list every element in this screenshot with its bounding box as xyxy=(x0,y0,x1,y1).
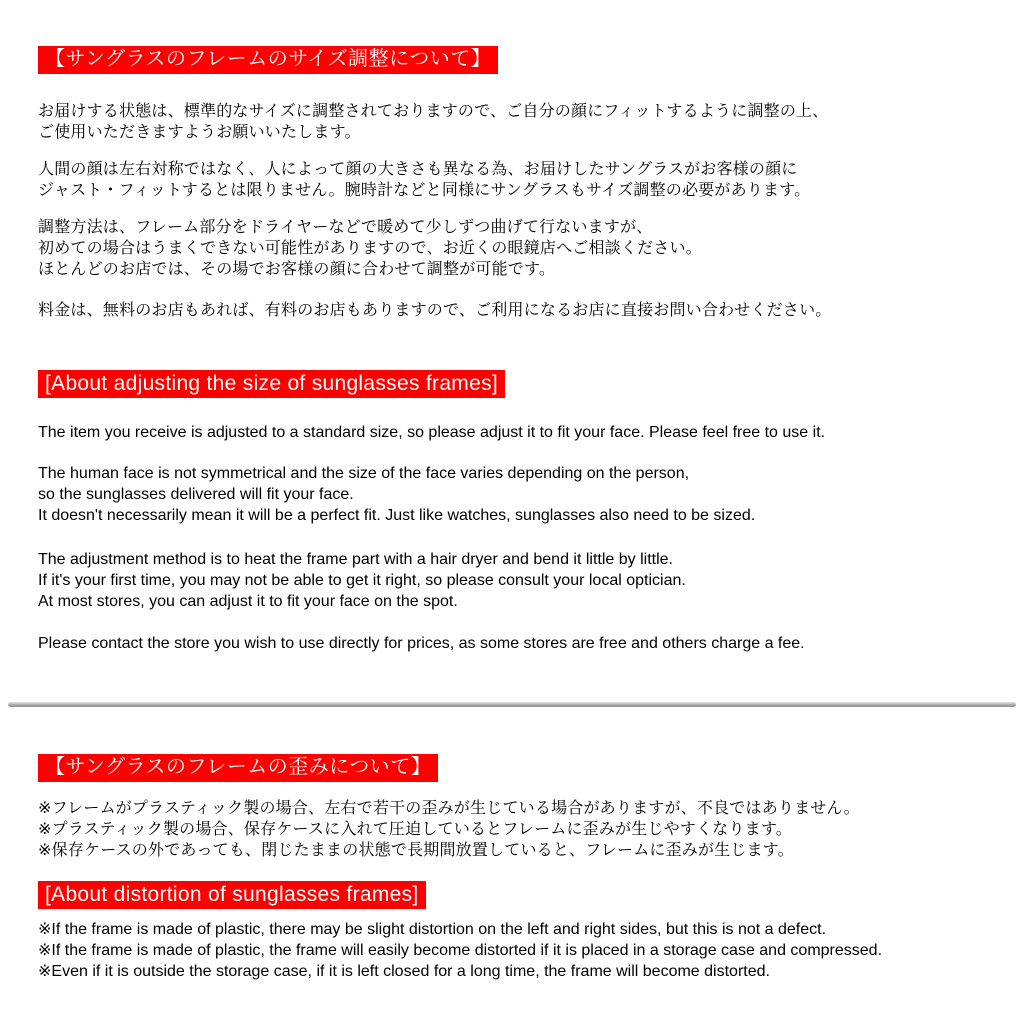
en-heading2-wrapper xyxy=(38,881,1004,909)
en-distortion-notes xyxy=(38,919,1004,982)
text-line: The human face is not symmetrical and the size of the face varies depending on the person, xyxy=(38,465,690,482)
text-line: 初めての場合はうまくできない可能性がありますので、お近くの眼鏡店へご相談ください。 xyxy=(38,240,702,257)
distortion-jp-heading: 【サングラスのフレームの歪みについて】 xyxy=(38,754,438,782)
jp-paragraph-face-symmetry xyxy=(38,159,1004,201)
text-line: The adjustment method is to heat the frame part with a hair dryer and bend it little by little. xyxy=(38,551,673,568)
text-line: If it's your first time, you may not be able to get it right, so please consult your local optician. xyxy=(38,572,686,589)
text-line: ほとんどのお店では、その場でお客様の顔に合わせて調整が可能です。 xyxy=(38,261,556,278)
note-line: ※If the frame is made of plastic, there may be slight distortion on the left and right sides, but this is not a defect. xyxy=(38,921,827,938)
size-adjustment-jp-heading: 【サングラスのフレームのサイズ調整について】 xyxy=(38,46,498,74)
jp-paragraph-adjustment-method xyxy=(38,217,1004,280)
note-line: ※フレームがプラスティック製の場合、左右で若干の歪みが生じている場合がありますが、不良ではありません。 xyxy=(38,800,860,817)
text-line: 料金は、無料のお店もあれば、有料のお店もありますので、ご利用になるお店に直接お問い合わせください。 xyxy=(38,302,832,319)
jp-paragraph-fees xyxy=(38,300,1004,321)
note-line: ※保存ケースの外であっても、閉じたままの状態で長期間放置していると、フレームに歪みが生じます。 xyxy=(38,842,794,859)
jp-heading2-wrapper xyxy=(38,754,1004,782)
jp-distortion-notes xyxy=(38,798,1004,861)
distortion-en-heading: [About distortion of sunglasses frames] xyxy=(38,881,426,909)
text-line: 調整方法は、フレーム部分をドライヤーなどで暖めて少しずつ曲げて行ないますが、 xyxy=(38,219,653,236)
en-paragraph-delivery-state xyxy=(38,422,1004,443)
note-line: ※Even if it is outside the storage case, if it is left closed for a long time, the frame will become distorted. xyxy=(38,963,770,980)
note-line: ※If the frame is made of plastic, the frame will easily become distorted if it is placed in a storage case and compressed. xyxy=(38,942,883,959)
text-line: It doesn't necessarily mean it will be a perfect fit. Just like watches, sunglasses also need to be sized. xyxy=(38,507,756,524)
distortion-section xyxy=(0,754,1024,982)
text-line: Please contact the store you wish to use directly for prices, as some stores are free and others charge a fee. xyxy=(38,635,805,652)
en-paragraph-adjustment-method xyxy=(38,549,1004,612)
en-heading-wrapper xyxy=(38,370,1004,398)
section-divider xyxy=(8,702,1016,707)
note-line: ※プラスティック製の場合、保存ケースに入れて圧迫しているとフレームに歪みが生じやすくなります。 xyxy=(38,821,793,838)
text-line: 人間の顔は左右対称ではなく、人によって顔の大きさも異なる為、お届けしたサングラスがお客様の顔に xyxy=(38,161,798,178)
text-line: At most stores, you can adjust it to fit your face on the spot. xyxy=(38,593,458,610)
en-paragraph-fees xyxy=(38,633,1004,654)
text-line: ジャスト・フィットするとは限りません。腕時計などと同様にサングラスもサイズ調整の必要があります。 xyxy=(38,182,811,199)
en-paragraph-face-symmetry xyxy=(38,463,1004,526)
jp-paragraph-delivery-state xyxy=(38,101,1004,143)
text-line: so the sunglasses delivered will fit your face. xyxy=(38,486,354,503)
text-line: お届けする状態は、標準的なサイズに調整されておりますので、ご自分の顔にフィットするように調整の上、 xyxy=(38,103,829,120)
text-line: ご使用いただきますようお願いいたします。 xyxy=(38,124,361,141)
size-adjustment-en-heading: [About adjusting the size of sunglasses frames] xyxy=(38,370,505,398)
text-line: The item you receive is adjusted to a standard size, so please adjust it to fit your face. Please feel free to use it. xyxy=(38,424,826,441)
